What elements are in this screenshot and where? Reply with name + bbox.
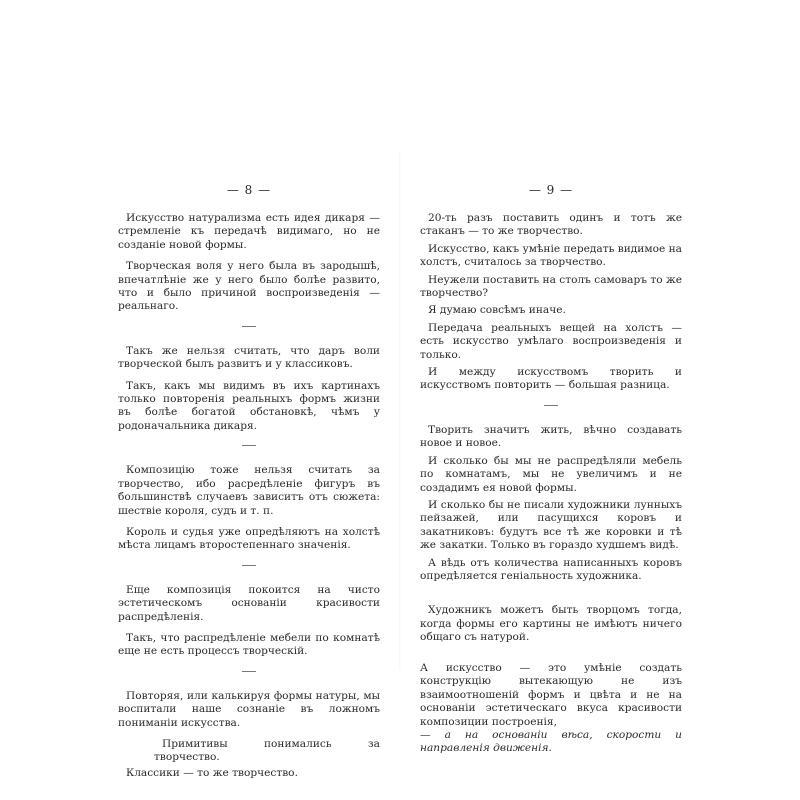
paragraph: Король и судья уже опредѣляютъ на холстѣ мѣста лицамъ второстепеннаго значенiя.	[118, 525, 380, 552]
paragraph	[420, 649, 682, 756]
section-separator	[544, 591, 558, 592]
paragraph: Классики — то же творчество.	[126, 766, 298, 779]
paragraph-italic-text: — а на основанiи вѣса, скорости и направленiя движенiя.	[420, 729, 682, 755]
page-text	[420, 212, 682, 764]
paragraph: Художникъ можетъ быть творцомъ тогда, когда формы его картины не имѣютъ ничего общаго съ натурой.	[420, 604, 682, 644]
paragraph: Передача реальныхъ вещей на холстъ — есть искусство умѣлаго воспроизведенiя и только.	[420, 321, 682, 361]
section-separator	[242, 671, 256, 672]
text-block	[118, 212, 380, 314]
paragraph: Творить значитъ жить, вѣчно создавать новое и новое.	[420, 423, 682, 450]
page-number: — 9 —	[528, 183, 574, 197]
text-block	[420, 212, 682, 393]
page-number: — 8 —	[226, 183, 272, 197]
paragraph: А вѣдь отъ количества написанныхъ коровъ опредѣляется генiальность художника.	[420, 556, 682, 582]
paragraph: Такъ же нельзя считать, что даръ воли творческой былъ развитъ и у классиковъ.	[118, 344, 380, 371]
text-block	[118, 690, 380, 780]
paragraph: И между искусствомъ творить и искусствомъ повторить — большая разница.	[420, 366, 682, 392]
paragraph: Еще композицiя покоится на чисто эстетическомъ основанiи красивости распредѣленiя.	[118, 583, 380, 623]
text-block	[420, 424, 682, 583]
section-separator	[242, 326, 256, 327]
paragraph: Такъ, что распредѣленiе мебели по комнатѣ еще не есть процессъ творческiй.	[118, 631, 380, 658]
paragraph: И сколько бы мы не распредѣляли мебель по комнатамъ, мы не увеличимъ и не создадимъ ея новой формы.	[420, 454, 682, 494]
section-separator	[242, 445, 256, 446]
text-block	[118, 345, 380, 433]
section-separator	[544, 405, 558, 406]
text-block	[118, 464, 380, 552]
paragraph: Я думаю совсѣмъ иначе.	[428, 304, 566, 317]
paragraph: Творческая воля у него была въ зародышѣ, впечатлѣнiе же у него было болѣе развито, что и было причиной воспроизведенiя — реальнаго.	[118, 260, 380, 313]
page-left	[118, 0, 380, 800]
page-text	[118, 212, 380, 788]
paragraph-text: А искусство — это умѣнiе создать конструкцiю вытекающую не изъ взаимоотношенiй формъ и цвѣта и не на основанiи эстетическаго вкуса красивости композиции построенiя,	[420, 661, 682, 728]
paragraph: Искусство натурализма есть идея дикаря — стремленiе къ передачѣ видимаго, но не созданiе новой формы.	[118, 212, 380, 251]
book-gutter	[399, 150, 401, 670]
paragraph: Примитивы понимались за творчество.	[154, 737, 380, 764]
text-block	[420, 604, 682, 755]
section-separator	[242, 565, 256, 566]
paragraph: Композицiю тоже нельзя считать за творчество, ибо расредѣленiе фигуръ въ большинствѣ случаевъ зависитъ отъ сюжета: шествiе короля, судъ и т. п.	[118, 464, 380, 517]
paragraph: 20-ть разъ поставить одинъ и тотъ же стаканъ — то же творчество.	[420, 212, 682, 238]
paragraph: И сколько бы не писали художники лунныхъ пейзажей, или пасущихся коровъ и закатниковъ: будутъ все тѣ же коровки и тѣ же закатки. Только въ гораздо худшемъ видѣ.	[420, 498, 682, 552]
page-right	[420, 0, 682, 800]
paragraph: Такъ, какъ мы видимъ въ ихъ картинахъ только повторенiя реальныхъ формъ жизни въ болѣе богатой обстановкѣ, чѣмъ у родоначальника дикаря.	[118, 379, 380, 432]
paragraph: Повторяя, или калькируя формы натуры, мы воспитали наше сознанiе въ ложномъ пониманiи искусства.	[118, 689, 380, 729]
text-block	[118, 584, 380, 659]
paragraph: Неужели поставить на столъ самоваръ то же творчество?	[420, 273, 682, 300]
paragraph: Искусство, какъ умѣнiе передать видимое на холстъ, считалось за творчество.	[420, 242, 682, 269]
